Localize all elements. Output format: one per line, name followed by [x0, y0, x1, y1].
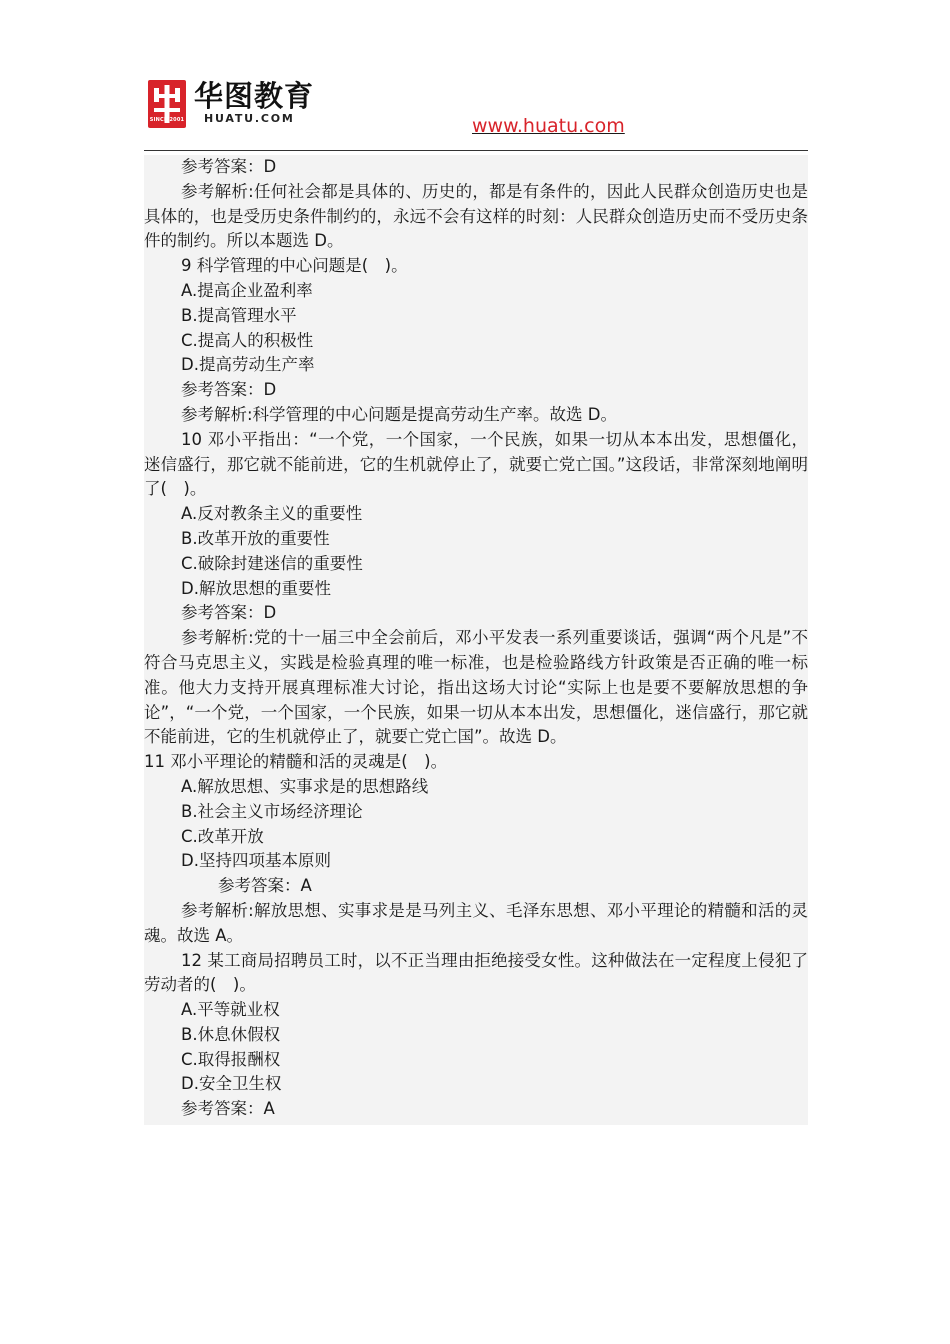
- logo-text: 华图教育: [194, 79, 315, 113]
- option-line: A.提高企业盈利率: [181, 280, 313, 300]
- answer-line: 参考答案：D: [181, 380, 277, 400]
- analysis-line: 参考解析:解放思想、实事求是是马列主义、毛泽东思想、邓小平理论的精髓和活的灵魂。故选 A。: [144, 900, 808, 945]
- answer-line: 参考答案：D: [181, 157, 277, 176]
- analysis-line: 参考解析:任何社会都是具体的、历史的，都是有条件的，因此人民群众创造历史也是具体的，也是受历史条件制约的，永远不会有这样的时刻：人民群众创造历史而不受历史条件的制约。所以本题选 D。: [144, 181, 808, 251]
- page-header: [144, 60, 808, 152]
- question-content: [144, 155, 808, 1125]
- answer-line: 参考答案：A: [218, 876, 312, 896]
- option-line: B.社会主义市场经济理论: [181, 801, 363, 821]
- option-line: A.平等就业权: [181, 1000, 280, 1020]
- option-line: C.取得报酬权: [181, 1049, 281, 1069]
- analysis-line: 参考解析:科学管理的中心问题是提高劳动生产率。故选 D。: [181, 404, 618, 424]
- analysis-line: 参考解析:党的十一届三中全会前后，邓小平发表一系列重要谈话，强调“两个凡是”不符合马克思主义，实践是检验真理的唯一标准，也是检验路线方针政策是否正确的唯一标准。他大力支持开展真理标准大讨论，指出这场大讨论“实际上也是要不要解放思想的争论”，“一个党，一个国家，一个民族，如果一切从本本出发，思想僵化，迷信盛行，那它就不能前进，它的生机就停止了，就要亡党亡国”。故选 D。: [144, 628, 808, 747]
- option-line: D.解放思想的重要性: [181, 578, 331, 598]
- answer-line: 参考答案：D: [181, 603, 277, 623]
- logo-subtext: HUATU.COM: [204, 112, 295, 125]
- option-line: B.提高管理水平: [181, 305, 297, 325]
- question-12: 12 某工商局招聘员工时，以不正当理由拒绝接受女性。这种做法在一定程度上侵犯了劳动者的( )。: [144, 950, 808, 995]
- option-line: D.安全卫生权: [181, 1074, 282, 1094]
- question-11: 11 邓小平理论的精髓和活的灵魂是( )。: [144, 752, 448, 772]
- answer-line: 参考答案：A: [181, 1099, 275, 1119]
- header-divider: [144, 150, 808, 151]
- site-url-link[interactable]: www.huatu.com: [472, 115, 625, 137]
- question-10: 10 邓小平指出：“一个党，一个国家，一个民族，如果一切从本本出发，思想僵化，迷信盛行，那它就不能前进，它的生机就停止了，就要亡党亡国。”这段话，非常深刻地阐明了( )。: [144, 429, 808, 499]
- option-line: B.休息休假权: [181, 1024, 281, 1044]
- option-line: B.改革开放的重要性: [181, 528, 330, 548]
- option-line: D.提高劳动生产率: [181, 355, 315, 375]
- option-line: C.破除封建迷信的重要性: [181, 553, 363, 573]
- logo-since: SINCE 2001: [149, 117, 185, 123]
- option-line: C.改革开放: [181, 826, 264, 846]
- option-line: C.提高人的积极性: [181, 330, 314, 350]
- option-line: A.反对教条主义的重要性: [181, 504, 363, 524]
- option-line: A.解放思想、实事求是的思想路线: [181, 776, 429, 796]
- option-line: D.坚持四项基本原则: [181, 851, 331, 871]
- question-9: 9 科学管理的中心问题是( )。: [181, 256, 408, 276]
